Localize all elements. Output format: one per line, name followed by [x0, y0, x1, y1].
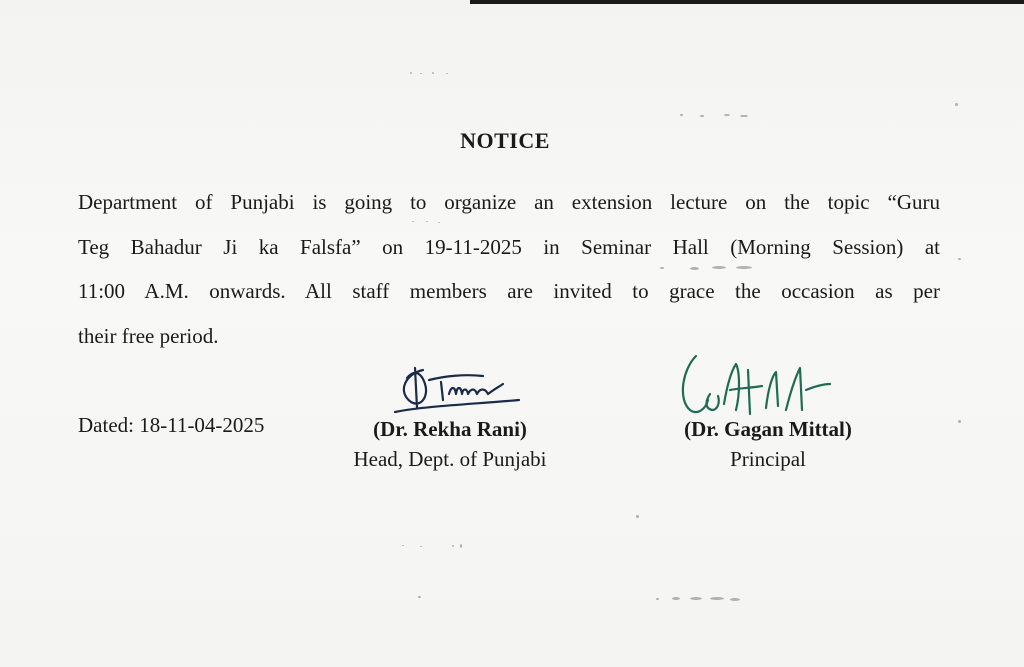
notice-body-line: Teg Bahadur Ji ka Falsfa” on 19-11-2025 in Seminar Hall (Morning Session) at	[78, 234, 940, 259]
hod-designation: Head, Dept. of Punjabi	[353, 447, 547, 471]
principal-designation: Principal	[730, 447, 806, 471]
principal-name: (Dr. Gagan Mittal)	[684, 417, 852, 441]
notice-date: Dated: 18-11-04-2025	[78, 413, 265, 437]
hod-signature-block	[330, 414, 570, 474]
scan-top-edge	[470, 0, 1024, 4]
hod-name: (Dr. Rekha Rani)	[373, 417, 527, 441]
notice-body-line: Department of Punjabi is going to organize an extension lecture on the topic “Guru	[78, 190, 940, 214]
notice-body-line: their free period.	[78, 323, 219, 348]
notice-body	[78, 180, 940, 358]
principal-signature-block	[648, 414, 888, 474]
notice-body-line: 11:00 A.M. onwards. All staff members are invited to grace the occasion as per	[78, 279, 940, 303]
notice-title: NOTICE	[460, 128, 550, 153]
hod-signature-image	[385, 360, 535, 420]
